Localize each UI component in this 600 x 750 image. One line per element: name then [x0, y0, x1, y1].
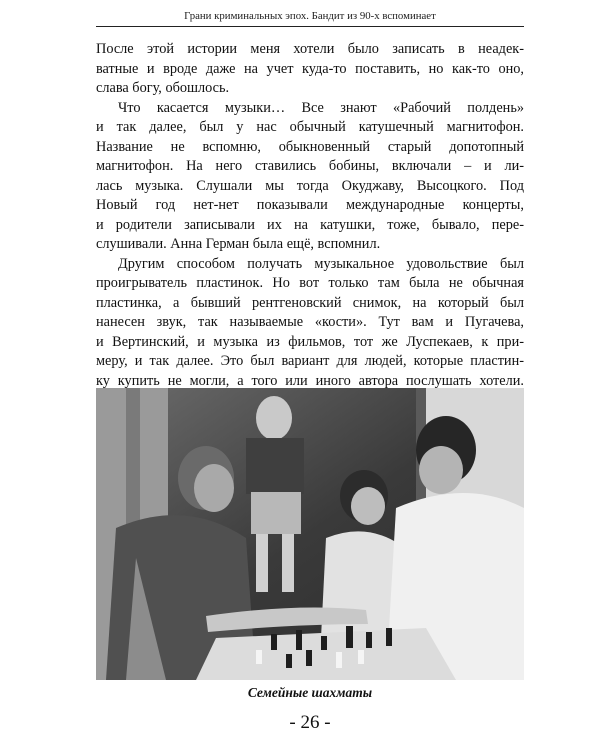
- text-line: нанесен звук, так называемые «кости». Тут вам и Пугачева,: [96, 314, 524, 330]
- body-text: [96, 40, 524, 391]
- text-line: проигрыватель пластинок. Но вот только там была не обычная: [96, 275, 524, 291]
- text-line: Название не вспомню, обыкновенный старый допотопный: [96, 138, 524, 155]
- text-line: Новый год нет-нет показывали международные концерты,: [96, 197, 524, 213]
- text-line: магнитофон. На него ставились бобины, включали – и ли-: [96, 158, 524, 174]
- figure-caption: Семейные шахматы: [247, 685, 373, 700]
- text-line: и Вертинский, и музыка из фильмов, тот же Луспекаев, к при-: [96, 333, 524, 350]
- text-line: Другим способом получать музыкальное удовольствие был: [118, 255, 524, 272]
- page-number: - 26 -: [289, 712, 331, 733]
- text-line: ку купить не могли, а того или иного автора послушать хотели.: [96, 372, 524, 389]
- text-line: После этой истории меня хотели было записать в неадек-: [96, 41, 524, 57]
- text-line: ватные и вроде даже на учет куда-то поставить, но как-то оно,: [96, 60, 524, 77]
- text-line: лась музыка. Слушали мы тогда Окуджаву, Высоцкого. Под: [96, 177, 524, 194]
- paragraph-1: [96, 40, 524, 99]
- family-chess-photo: [96, 388, 524, 680]
- text-line: слава богу, обошлось.: [96, 80, 230, 96]
- text-line: и родители записывали их на катушки, тоже, бывало, пере-: [96, 216, 524, 233]
- text-line: Что касается музыки… Все знают «Рабочий полдень»: [118, 99, 524, 116]
- text-line: и так далее, был у нас обычный катушечный магнитофон.: [96, 119, 524, 135]
- text-line: меру, и так далее. Это был вариант для людей, которые пластин-: [96, 353, 524, 369]
- text-line: слушивали. Анна Герман была ещё, вспомнил.: [96, 236, 381, 252]
- paragraph-3: [96, 255, 524, 392]
- text-line: пластинка, а бывший рентгеновский снимок, на который был: [96, 294, 524, 311]
- photo-illustration: [96, 388, 524, 680]
- running-header: Грани криминальных эпох. Бандит из 90-х вспоминает: [96, 8, 524, 27]
- paragraph-2: [96, 99, 524, 255]
